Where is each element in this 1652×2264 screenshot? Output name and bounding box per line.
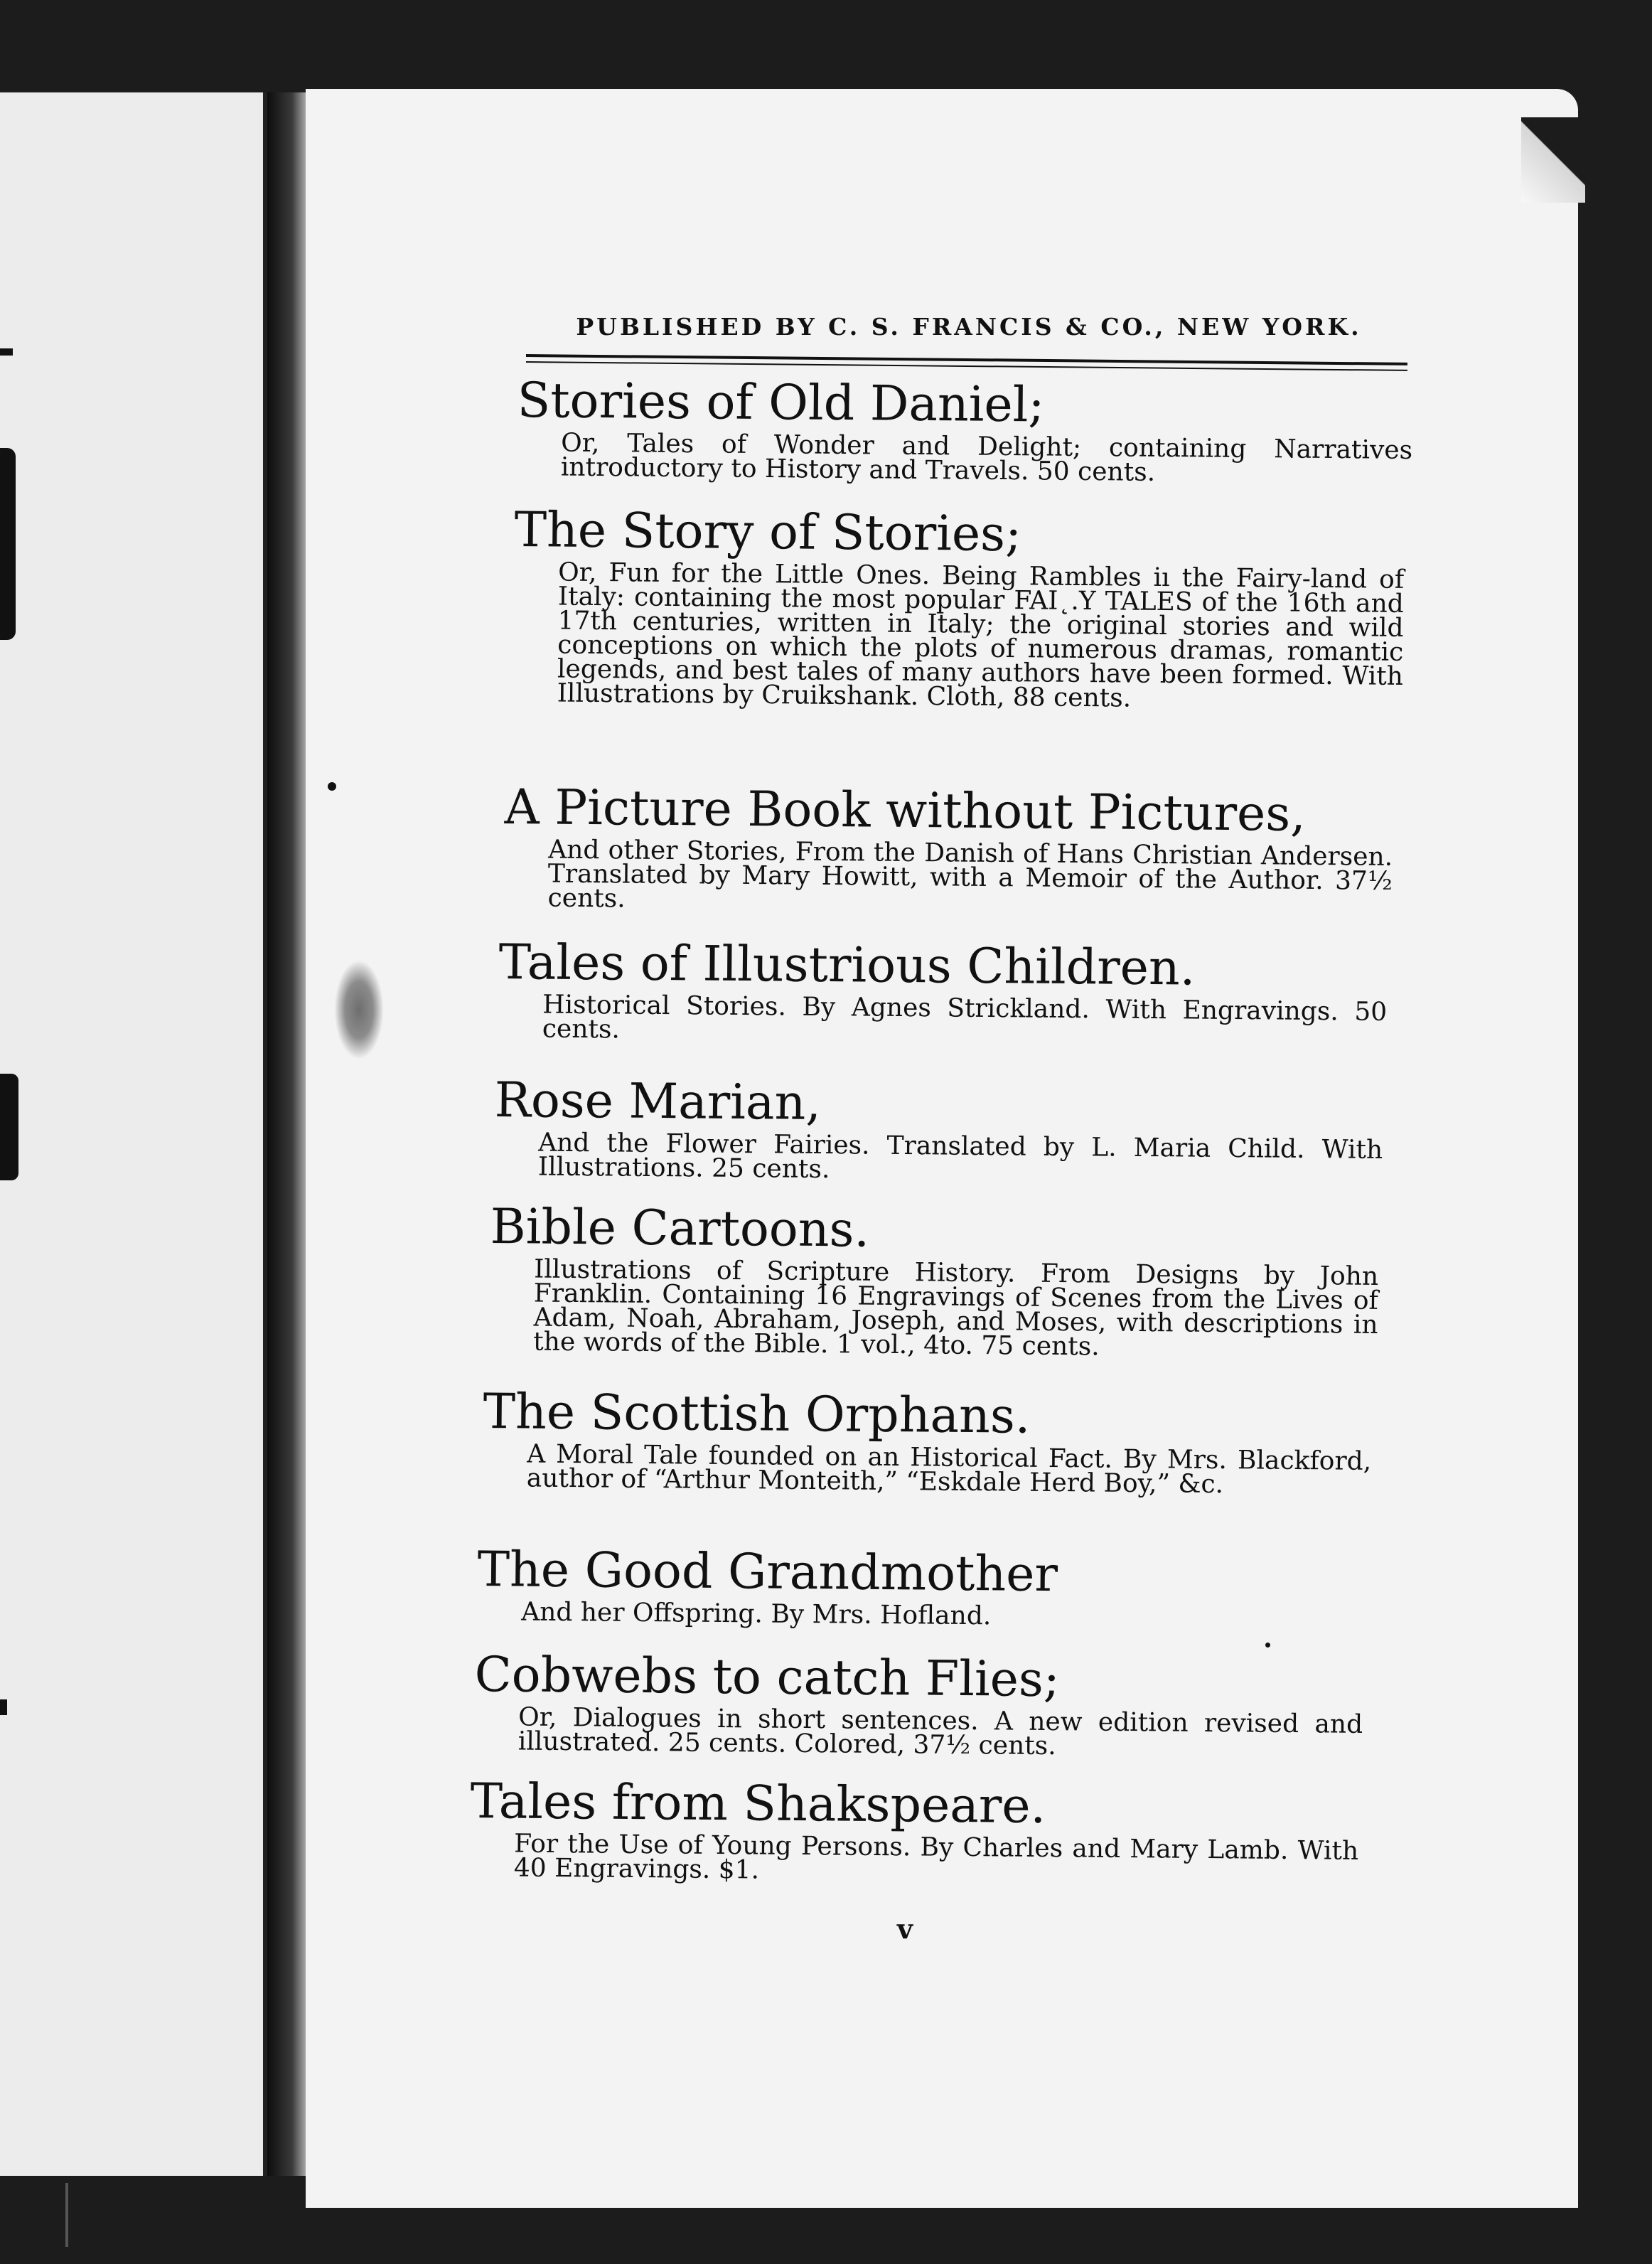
folded-corner — [1521, 117, 1585, 203]
entry-title: Bible Cartoons. — [490, 1199, 870, 1259]
ink-mark — [65, 2183, 68, 2247]
entry-title: The Scottish Orphans. — [483, 1384, 1031, 1445]
entry-description: Or, Tales of Wonder and Delight; containing Narratives introductory to History and Travels. 50 cents. — [560, 428, 1413, 487]
ink-mark — [0, 348, 13, 356]
entry-description: A Moral Tale founded on an Historical Fact. By Mrs. Blackford, author of “Arthur Monteith,” “Eskdale Herd Boy,” &c. — [526, 1439, 1372, 1500]
entry-title: The Story of Stories; — [514, 502, 1022, 563]
entry-description: And other Stories, From the Danish of Hans Christian Andersen. Translated by Mary Howitt, with a Memoir of the Author. 37½ cents. — [547, 835, 1393, 914]
ink-mark — [0, 448, 16, 640]
entry-description: And the Flower Fairies. Translated by L. Maria Child. With Illustrations. 25 cents. — [537, 1128, 1383, 1185]
catalog-entry — [517, 375, 1413, 487]
book-gutter — [267, 92, 309, 2176]
entry-title: Tales from Shakspeare. — [470, 1773, 1046, 1835]
entry-title: A Picture Book without Pictures, — [504, 779, 1307, 843]
entry-description: And her Offspring. By Mrs. Hofland. — [520, 1597, 992, 1631]
catalog-entry — [489, 1199, 1379, 1362]
speck — [1265, 1643, 1270, 1648]
catalog-entry — [477, 1544, 1366, 1632]
publisher-header: PUBLISHED BY C. S. FRANCIS & CO., NEW YORK. — [576, 313, 1362, 341]
ink-mark — [0, 1074, 18, 1180]
catalog-entry — [470, 1773, 1359, 1888]
entry-title: Rose Marian, — [494, 1072, 822, 1132]
entry-title: The Good Grandmother — [477, 1542, 1058, 1603]
entry-description: Or, Fun for the Little Ones. Being Rambles iı the Fairy-land of Italy: containing the most popular FAI˛.Y TALES of the 16th and 17th centuries, written in Italy; the original stories and wild conceptions on which the plots of numerous dramas, romantic legends, and best tales of many authors have been formed. With Illustrations by Cruikshank. Cloth, 88 cents. — [557, 557, 1405, 713]
speck — [328, 782, 336, 791]
entry-description: For the Use of Young Persons. By Charles and Mary Lamb. With 40 Engravings. $1. — [513, 1829, 1359, 1885]
ink-mark — [0, 1699, 7, 1715]
catalog-entry — [503, 779, 1393, 918]
entry-title: Stories of Old Daniel; — [517, 373, 1045, 434]
catalog-entry — [513, 502, 1405, 713]
facing-page-left — [0, 92, 267, 2176]
entry-description: Illustrations of Scripture History. From Designs by John Franklin. Containing 16 Engravings of Scenes from the Lives of Adam, Noah, Abraham, Joseph, and Moses, with descriptions in the words of the Bible. 1 vol., 4to. 75 cents. — [533, 1254, 1379, 1362]
page-number: v — [897, 1913, 913, 1945]
entry-description: Historical Stories. By Agnes Strickland. With Engravings. 50 cents. — [542, 990, 1388, 1045]
catalog-entry — [474, 1647, 1363, 1761]
entry-description: Or, Dialogues in short sentences. A new edition revised and illustrated. 25 cents. Colored, 37½ cents. — [517, 1702, 1363, 1761]
entry-title: Cobwebs to catch Flies; — [474, 1647, 1061, 1709]
entry-title: Tales of Illustrious Children. — [498, 934, 1196, 997]
catalog-entry — [498, 934, 1388, 1049]
catalog-entry — [494, 1072, 1383, 1187]
ink-stain — [334, 960, 384, 1059]
catalog-entry — [483, 1384, 1372, 1500]
